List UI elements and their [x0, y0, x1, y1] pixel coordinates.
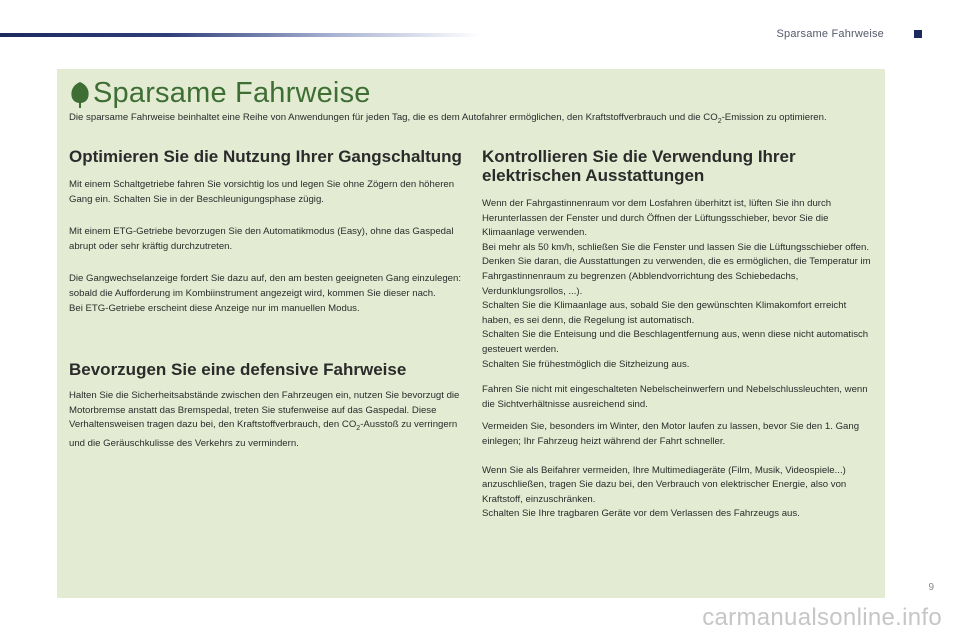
header-section-title: Sparsame Fahrweise [776, 28, 884, 40]
intro-co2-subscript: 2 [717, 117, 722, 125]
page-title: Sparsame Fahrweise [93, 77, 371, 109]
gearshift-paragraph-2: Mit einem ETG-Getriebe bevorzugen Sie den Automatikmodus (Easy), ohne das Gaspedal abrupt oder sehr kräftig durchzutreten. [69, 226, 454, 252]
defensive-paragraph: Halten Sie die Sicherheitsabstände zwischen den Fahrzeugen ein, nutzen Sie bevorzugt die Motorbremse anstatt das Bremspedal, treten Sie stufenweise auf das Gaspedal. Diese Verhaltensweisen tragen dazu bei, den Kraftstoffverbrauch, den $CO_2$-Ausstoß zu verringern und die Geräuschkulisse des Verkehrs zu vermindern. [69, 390, 460, 449]
section-title-defensive: Bevorzugen Sie eine defensive Fahrweise [69, 360, 407, 380]
gearshift-paragraph-1: Mit einem Schaltgetriebe fahren Sie vorsichtig los und legen Sie ohne Zögern den höheren Gang ein. Schalten Sie in der Beschleunigungsphase zügig. [69, 179, 455, 205]
header-accent-bar [0, 33, 480, 37]
left-column [69, 147, 464, 451]
page-number: 9 [928, 582, 934, 593]
leaf-icon [69, 81, 91, 109]
section-title-electrical: Kontrollieren Sie die Verwendung Ihrer elektrischen Ausstattungen [482, 147, 796, 185]
electrical-paragraph-2: Fahren Sie nicht mit eingeschalteten Nebelscheinwerfern und Nebelschlussleuchten, wenn die Sichtverhältnisse ausreichend sind. [482, 384, 868, 410]
watermark: carmanualsonline.info [702, 604, 942, 631]
gearshift-paragraph-3: Die Gangwechselanzeige fordert Sie dazu auf, den am besten geeigneten Gang einzulegen: sobald die Aufforderung im Kombiinstrument angezeigt wird, kommen Sie dieser nach. Bei ETG-Getriebe erscheint diese Anzeige nur im manuellen Modus. [69, 273, 462, 314]
electrical-paragraph-4: Wenn Sie als Beifahrer vermeiden, Ihre Multimediageräte (Film, Musik, Videospiele...) anzuschließen, tragen Sie dazu bei, den Verbrauch von elektrischer Energie, also von Kraftstoff, einzuschränken. Schalten Sie Ihre tragbaren Geräte vor dem Verlassen des Fahrzeugs aus. [482, 464, 847, 520]
defensive-co2-subscript: 2 [356, 425, 361, 433]
section-title-gearshift: Optimieren Sie die Nutzung Ihrer Gangschaltung [69, 147, 462, 166]
electrical-paragraph-3: Vermeiden Sie, besonders im Winter, den Motor laufen zu lassen, bevor Sie den 1. Gang einlegen; Ihr Fahrzeug heizt während der Fahrt schneller. [482, 421, 860, 447]
header-square-marker [914, 30, 922, 38]
intro-text: Die sparsame Fahrweise beinhaltet eine Reihe von Anwendungen für jeden Tag, die es dem Autofahrer ermöglichen, den Kraftstoffverbrauch und die $CO_2$-Emission zu optimieren. [69, 112, 827, 125]
electrical-paragraph-1: Wenn der Fahrgastinnenraum vor dem Losfahren überhitzt ist, lüften Sie ihn durch Herunterlassen der Fenster und durch Öffnen der Lüftungsschieber, bevor Sie die Klimaanlage verwenden. Bei mehr als 50 km/h, schließen Sie die Fenster und lassen Sie die Lüftungsschieber offen. Denken Sie daran, die Ausstattungen zu verwenden, die es ermöglichen, die Temperatur im Fahrgastinnenraum zu begrenzen (Abblendvorrichtung des Schiebedachs, Verdunklungsrollos, ...). Schalten Sie die Klimaanlage aus, sobald Sie den gewünschten Klimakomfort erreicht haben, es sei denn, die Regelung ist automatisch. Schalten Sie die Enteisung und die Beschlagentfernung aus, wenn diese nicht automatisch gesteuert werden. Schalten Sie frühestmöglich die Sitzheizung aus. [482, 198, 871, 370]
content-panel [57, 69, 885, 598]
right-column [482, 147, 877, 522]
